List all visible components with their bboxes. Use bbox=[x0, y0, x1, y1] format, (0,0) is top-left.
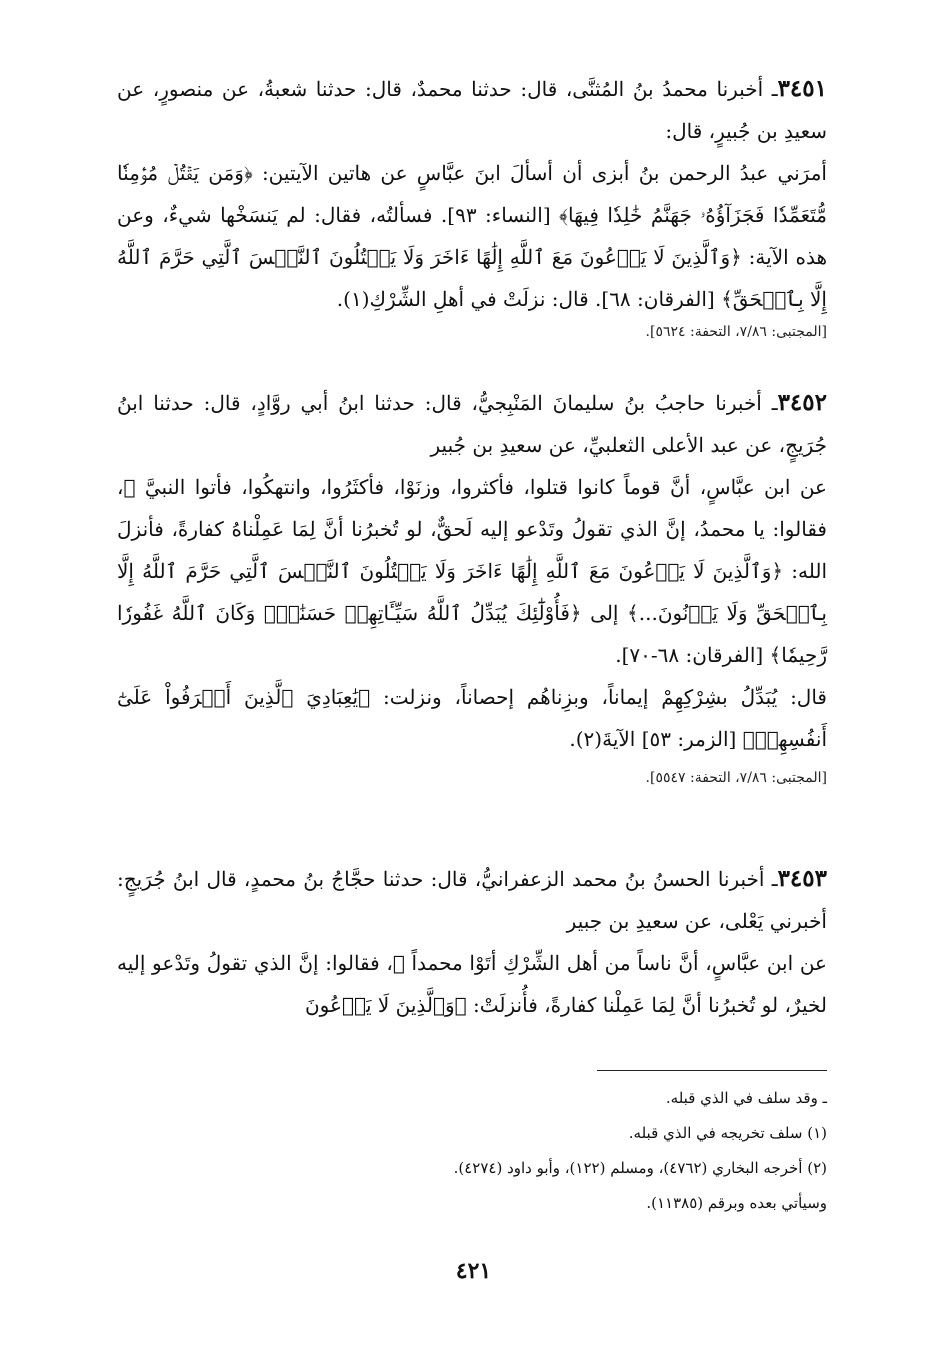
hadith-3452 bbox=[117, 382, 827, 790]
hadith-3451-isnad bbox=[117, 68, 827, 152]
page-number: ٤٢١ bbox=[455, 1258, 492, 1284]
hadith-3451-reference: [المجتبى: ٧/٨٦، التحفة: ٥٦٢٤]. bbox=[645, 324, 827, 340]
hadith-3453-isnad bbox=[117, 858, 827, 942]
isnad-text: ـ أخبرنا حاجبُ بنُ سليمانَ المَنْبِجيُّ، قال: حدثنا ابنُ أبي روَّادٍ، قال: حدثنا ابنُ جُرَيجٍ، عن عبد الأعلى الثعلبيِّ، عن سعيدِ بن جُبير bbox=[117, 391, 827, 457]
hadith-3452-matn: عن ابن عبَّاسٍ، أنَّ قوماً كانوا قتلوا، فأكثروا، وزنَوْا، فأكثَرُوا، وانتهكُوا، فأتوا النبيَّ ﷺ، فقالوا: يا محمدُ، إنَّ الذي تقولُ وتَدْعو إليه لَحقٌّ، لو تُخبرُنا أنَّ لِمَا عَمِلْناهُ كفارةً، فأنزلَ الله: ﴿وَٱلَّذِينَ لَا يَدۡعُونَ مَعَ ٱللَّهِ إِلَٰهًا ءَاخَرَ وَلَا يَقۡتُلُونَ ٱلنَّفۡسَ ٱلَّتِي حَرَّمَ ٱللَّهُ إِلَّا بِٱلۡحَقِّ وَلَا يَزۡنُونَ...﴾ إلى ﴿فَأُوْلَٰٓئِكَ يُبَدِّلُ ٱللَّهُ سَيِّـَٔاتِهِمۡ حَسَنَٰتٖۗ وَكَانَ ٱللَّهُ غَفُورٗا رَّحِيمٗا﴾ [الفرقان: ٦٨-٧٠]. bbox=[117, 475, 827, 667]
isnad-text: ـ أخبرنا محمدُ بنُ المُثنَّى، قال: حدثنا محمدٌ، قال: حدثنا شعبةُ، عن منصورٍ، عن سعيدِ بن جُبيرٍ، قال: bbox=[117, 77, 827, 143]
footnote-line: ـ وقد سلف في الذي قبله. bbox=[665, 1089, 827, 1107]
hadith-3452-matn-continued: قال: يُبَدِّلُ بشِرْكِهِمْ إيماناً، وبزِناهُم إحصاناً، ونزلت: ﴿يَٰعِبَادِيَ ٱلَّذِينَ أَسۡرَفُواْ عَلَىٰٓ أَنفُسِهِمۡ﴾ [الزمر: ٥٣] الآيةَ(٢). bbox=[117, 685, 827, 751]
hadith-3452-reference: [المجتبى: ٧/٨٦، التحفة: ٥٥٤٧]. bbox=[645, 770, 827, 786]
footnotes bbox=[117, 1070, 827, 1221]
footnote-1: (١) سلف تخريجه في الذي قبله. bbox=[628, 1124, 827, 1142]
isnad-text: ـ أخبرنا الحسنُ بنُ محمد الزعفرانيُّ، قال: حدثنا حجَّاجُ بنُ محمدٍ، قال ابنُ جُرَيجٍ: أخبرني يَعْلى، عن سعيدِ بن جبير bbox=[117, 867, 827, 933]
hadith-number: ٣٤٥٣ bbox=[777, 865, 827, 892]
hadith-3451-matn: أمرَني عبدُ الرحمن بنُ أبزى أن أسألَ ابنَ عبَّاسٍ عن هاتين الآيتين: ﴿وَمَن يَقۡتُلۡ مُؤۡمِنٗا مُّتَعَمِّدٗا فَجَزَآؤُهُۥ جَهَنَّمُ خَٰلِدٗا فِيهَا﴾ [النساء: ٩٣]. فسألتُه، فقال: لم يَنسَخْها شيءٌ، وعن هذه الآية: ﴿وَٱلَّذِينَ لَا يَدۡعُونَ مَعَ ٱللَّهِ إِلَٰهًا ءَاخَرَ وَلَا يَقۡتُلُونَ ٱلنَّفۡسَ ٱلَّتِي حَرَّمَ ٱللَّهُ إِلَّا بِٱلۡحَقِّ﴾ [الفرقان: ٦٨]. قال: نزلَتْ في أهلِ الشِّرْكِ(١). bbox=[117, 161, 827, 311]
footnote-line: وسيأتي بعده وبرقم (١١٣٨٥). bbox=[646, 1194, 827, 1212]
hadith-3453 bbox=[117, 858, 827, 1026]
hadith-3451 bbox=[117, 68, 827, 344]
hadith-3453-matn: عن ابن عبَّاسٍ، أنَّ ناساً من أهل الشِّرْكِ أتَوْا محمداً ﷺ، فقالوا: إنَّ الذي تقولُ وتَدْعو إليه لخيرٌ، لو تُخبرُنا أنَّ لِمَا عَمِلْنا كفارةً، فأُنزلَتْ: ﴿وَٱلَّذِينَ لَا يَدۡعُونَ bbox=[117, 951, 827, 1017]
hadith-3452-isnad bbox=[117, 382, 827, 466]
hadith-number: ٣٤٥٢ bbox=[777, 389, 827, 416]
footnote-divider bbox=[597, 1070, 827, 1071]
hadith-number: ٣٤٥١ bbox=[777, 75, 827, 102]
footnote-2: (٢) أخرجه البخاري (٤٧٦٢)، ومسلم (١٢٢)، وأبو داود (٤٢٧٤). bbox=[453, 1159, 827, 1177]
